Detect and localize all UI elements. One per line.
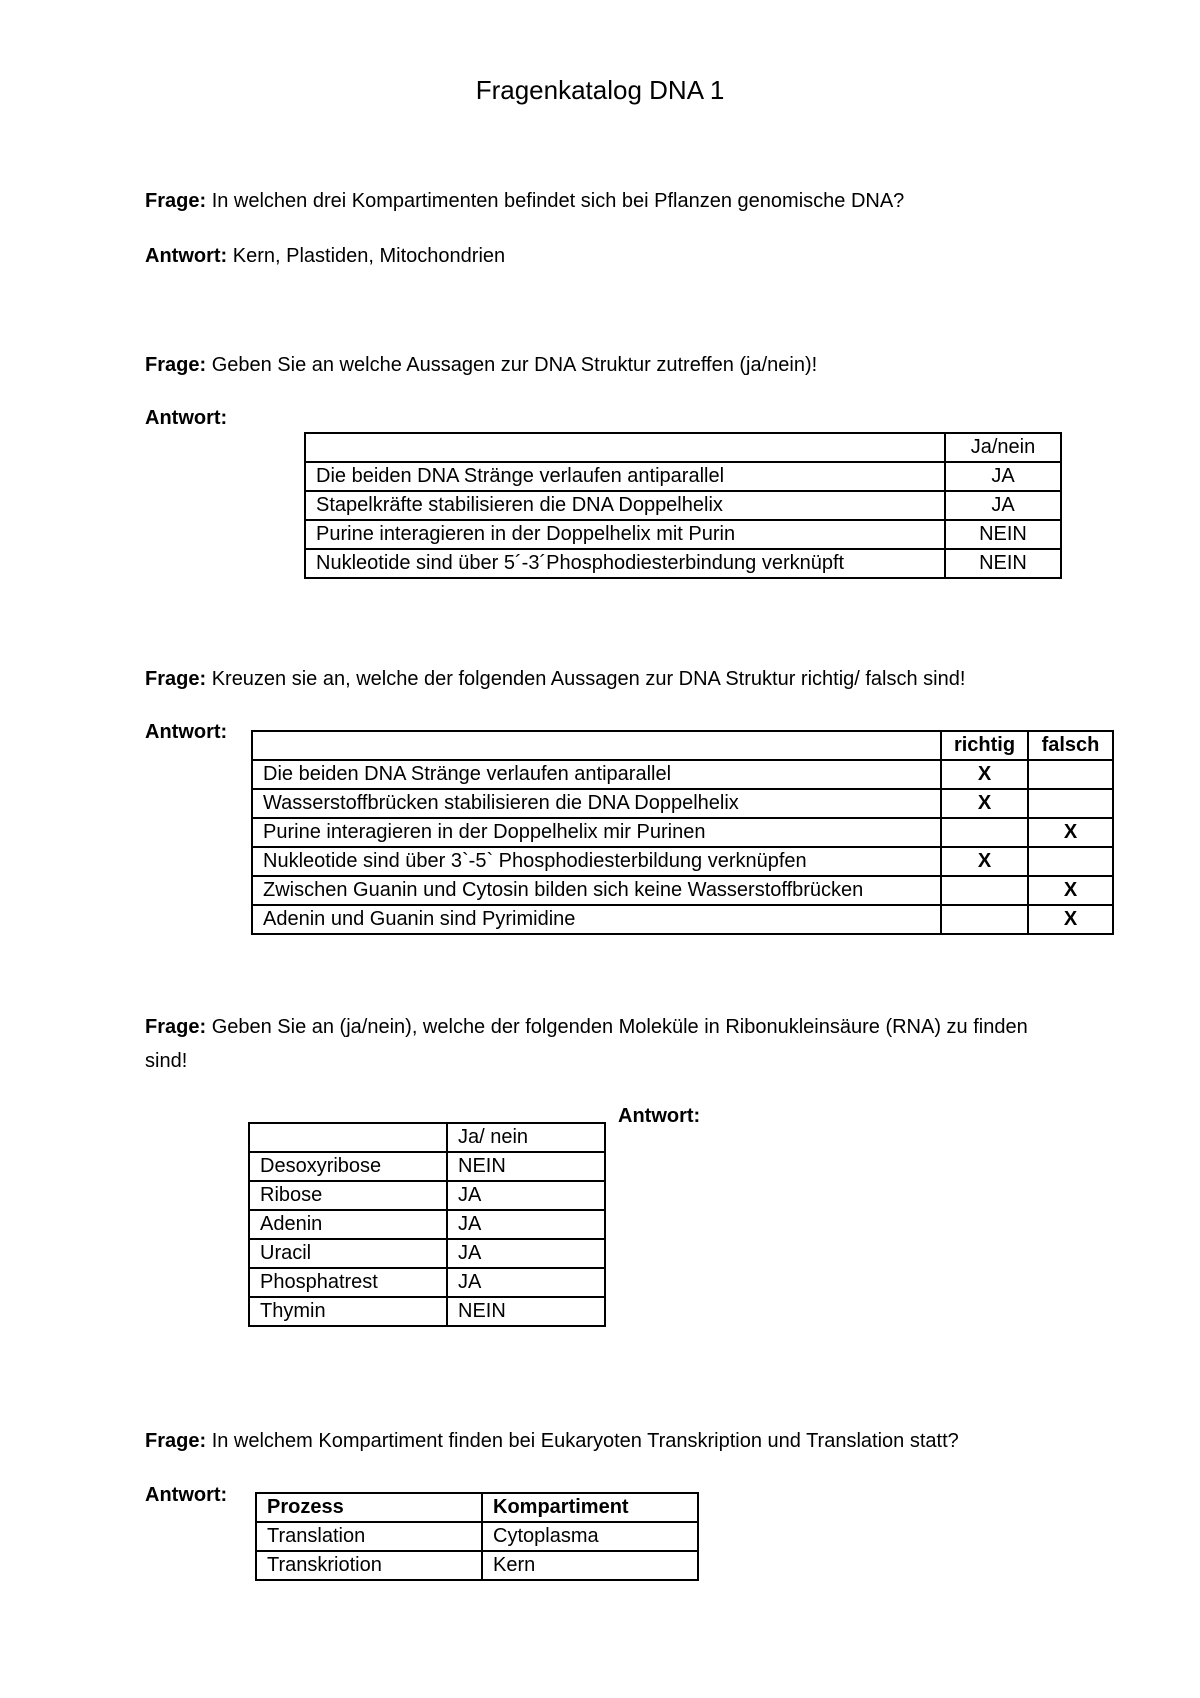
prozess-cell: Translation bbox=[256, 1522, 482, 1551]
q1-question-text: In welchen drei Kompartimenten befindet sich bei Pflanzen genomische DNA? bbox=[211, 190, 905, 212]
kompartiment-cell: Kern bbox=[482, 1551, 698, 1580]
statement-cell: Zwischen Guanin und Cytosin bilden sich keine Wasserstoffbrücken bbox=[252, 876, 941, 905]
q2-question-text: Geben Sie an welche Aussagen zur DNA Struktur zutreffen (ja/nein)! bbox=[211, 354, 818, 376]
table-row bbox=[249, 1152, 605, 1181]
table-row bbox=[305, 549, 1061, 578]
table-header-row bbox=[249, 1123, 605, 1152]
molecule-cell: Thymin bbox=[249, 1297, 447, 1326]
q2-answer-label bbox=[145, 405, 227, 431]
q1-answer bbox=[145, 243, 505, 269]
header-falsch: falsch bbox=[1028, 731, 1113, 760]
q4-question-text: Geben Sie an (ja/nein), welche der folgenden Moleküle in Ribonukleinsäure (RNA) zu finden sind! bbox=[145, 1016, 1028, 1072]
molecule-cell: Phosphatrest bbox=[249, 1268, 447, 1297]
richtig-cell: X bbox=[941, 847, 1028, 876]
antwort-label: Antwort: bbox=[618, 1105, 701, 1127]
header-ja-nein: Ja/ nein bbox=[447, 1123, 605, 1152]
header-richtig: richtig bbox=[941, 731, 1028, 760]
ja-nein-cell: JA bbox=[447, 1210, 605, 1239]
ja-nein-cell: JA bbox=[447, 1239, 605, 1268]
frage-label: Frage: bbox=[145, 1016, 207, 1038]
table-row bbox=[249, 1210, 605, 1239]
ja-nein-cell: JA bbox=[447, 1268, 605, 1297]
richtig-cell: X bbox=[941, 760, 1028, 789]
table-row bbox=[252, 818, 1113, 847]
q1-question bbox=[145, 188, 904, 214]
table-row bbox=[249, 1268, 605, 1297]
table-row bbox=[249, 1181, 605, 1210]
ja-nein-cell: JA bbox=[945, 491, 1061, 520]
q4-answer-label bbox=[618, 1103, 700, 1129]
table-row bbox=[305, 462, 1061, 491]
frage-label: Frage: bbox=[145, 1430, 207, 1452]
antwort-label: Antwort: bbox=[145, 1484, 228, 1506]
table-header-row bbox=[252, 731, 1113, 760]
header-ja-nein: Ja/nein bbox=[945, 433, 1061, 462]
header-prozess: Prozess bbox=[256, 1493, 482, 1522]
falsch-cell bbox=[1028, 847, 1113, 876]
molecule-cell: Desoxyribose bbox=[249, 1152, 447, 1181]
table-row bbox=[249, 1297, 605, 1326]
table-row bbox=[249, 1239, 605, 1268]
table-row bbox=[252, 876, 1113, 905]
q5-table bbox=[255, 1492, 699, 1581]
antwort-label: Antwort: bbox=[145, 721, 228, 743]
statement-cell: Die beiden DNA Stränge verlaufen antiparallel bbox=[305, 462, 945, 491]
antwort-label: Antwort: bbox=[145, 407, 228, 429]
molecule-cell: Ribose bbox=[249, 1181, 447, 1210]
falsch-cell bbox=[1028, 760, 1113, 789]
ja-nein-cell: NEIN bbox=[447, 1297, 605, 1326]
table-row bbox=[305, 520, 1061, 549]
table-row bbox=[252, 847, 1113, 876]
frage-label: Frage: bbox=[145, 190, 207, 212]
q5-question bbox=[145, 1428, 959, 1454]
statement-cell: Nukleotide sind über 5´-3´Phosphodiesterbindung verknüpft bbox=[305, 549, 945, 578]
ja-nein-cell: JA bbox=[945, 462, 1061, 491]
header-empty-cell bbox=[252, 731, 941, 760]
ja-nein-cell: NEIN bbox=[945, 520, 1061, 549]
ja-nein-cell: JA bbox=[447, 1181, 605, 1210]
q2-question bbox=[145, 352, 817, 378]
falsch-cell: X bbox=[1028, 876, 1113, 905]
frage-label: Frage: bbox=[145, 668, 207, 690]
statement-cell: Purine interagieren in der Doppelhelix mit Purin bbox=[305, 520, 945, 549]
statement-cell: Purine interagieren in der Doppelhelix mir Purinen bbox=[252, 818, 941, 847]
table-header-row bbox=[256, 1493, 698, 1522]
q4-question bbox=[145, 1010, 1065, 1078]
q3-question bbox=[145, 666, 965, 692]
antwort-label: Antwort: bbox=[145, 245, 228, 267]
q5-question-text: In welchem Kompartiment finden bei Eukaryoten Transkription und Translation statt? bbox=[211, 1430, 959, 1452]
header-empty-cell bbox=[249, 1123, 447, 1152]
document-title: Fragenkatalog DNA 1 bbox=[475, 75, 725, 105]
frage-label: Frage: bbox=[145, 354, 207, 376]
table-row bbox=[252, 789, 1113, 818]
richtig-cell: X bbox=[941, 789, 1028, 818]
table-row bbox=[256, 1551, 698, 1580]
table-row bbox=[252, 905, 1113, 934]
table-header-row bbox=[305, 433, 1061, 462]
falsch-cell bbox=[1028, 789, 1113, 818]
q1-answer-text: Kern, Plastiden, Mitochondrien bbox=[232, 245, 506, 267]
q3-table bbox=[251, 730, 1114, 935]
table-row bbox=[252, 760, 1113, 789]
table-row bbox=[256, 1522, 698, 1551]
falsch-cell: X bbox=[1028, 818, 1113, 847]
statement-cell: Stapelkräfte stabilisieren die DNA Doppelhelix bbox=[305, 491, 945, 520]
q4-table bbox=[248, 1122, 606, 1327]
molecule-cell: Uracil bbox=[249, 1239, 447, 1268]
kompartiment-cell: Cytoplasma bbox=[482, 1522, 698, 1551]
header-empty-cell bbox=[305, 433, 945, 462]
statement-cell: Nukleotide sind über 3`-5` Phosphodiesterbildung verknüpfen bbox=[252, 847, 941, 876]
richtig-cell bbox=[941, 905, 1028, 934]
statement-cell: Wasserstoffbrücken stabilisieren die DNA Doppelhelix bbox=[252, 789, 941, 818]
q5-answer-label bbox=[145, 1482, 227, 1508]
q3-question-text: Kreuzen sie an, welche der folgenden Aussagen zur DNA Struktur richtig/ falsch sind! bbox=[211, 668, 966, 690]
header-kompartiment: Kompartiment bbox=[482, 1493, 698, 1522]
ja-nein-cell: NEIN bbox=[945, 549, 1061, 578]
q3-answer-label bbox=[145, 719, 227, 745]
q2-table bbox=[304, 432, 1062, 579]
richtig-cell bbox=[941, 876, 1028, 905]
molecule-cell: Adenin bbox=[249, 1210, 447, 1239]
ja-nein-cell: NEIN bbox=[447, 1152, 605, 1181]
statement-cell: Die beiden DNA Stränge verlaufen antiparallel bbox=[252, 760, 941, 789]
falsch-cell: X bbox=[1028, 905, 1113, 934]
statement-cell: Adenin und Guanin sind Pyrimidine bbox=[252, 905, 941, 934]
richtig-cell bbox=[941, 818, 1028, 847]
prozess-cell: Transkriotion bbox=[256, 1551, 482, 1580]
table-row bbox=[305, 491, 1061, 520]
